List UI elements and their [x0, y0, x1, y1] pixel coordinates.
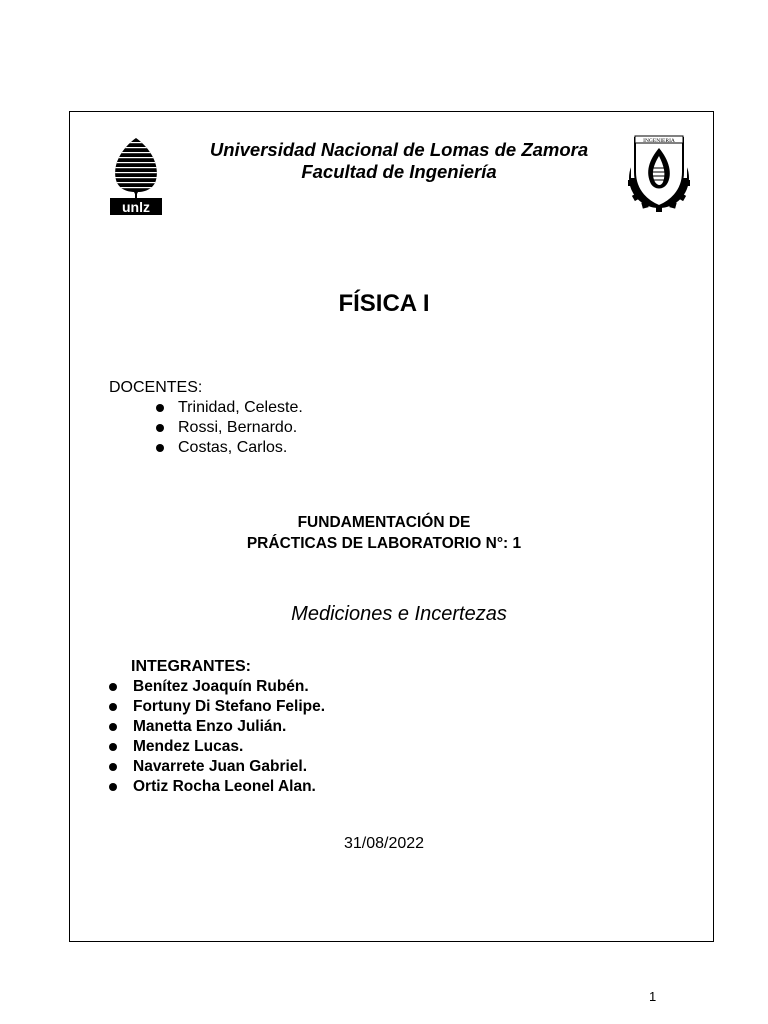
integrantes-list [109, 677, 325, 797]
list-item [109, 717, 325, 737]
bullet-icon [109, 783, 117, 791]
integrante-name: Mendez Lucas. [133, 738, 244, 755]
subject-title: FÍSICA I [338, 290, 430, 317]
bullet-icon [156, 424, 164, 432]
integrante-name: Manetta Enzo Julián. [133, 718, 287, 735]
docentes-heading: DOCENTES: [109, 379, 203, 396]
docente-name: Costas, Carlos. [178, 439, 288, 456]
faculty-name: Facultad de Ingeniería [301, 161, 497, 182]
docente-name: Trinidad, Celeste. [178, 399, 303, 416]
list-item [109, 757, 325, 777]
list-item [156, 418, 303, 438]
integrante-name: Fortuny Di Stefano Felipe. [133, 698, 326, 715]
list-item [109, 737, 325, 757]
list-item [156, 398, 303, 418]
docente-name: Rossi, Bernardo. [178, 419, 298, 436]
ingenieria-logo-text: INGENIERIA [643, 138, 675, 144]
docentes-list [156, 398, 303, 458]
integrante-name: Navarrete Juan Gabriel. [133, 758, 308, 775]
fundamentacion-line1: FUNDAMENTACIÓN DE [297, 514, 471, 531]
bullet-icon [156, 404, 164, 412]
integrantes-heading: INTEGRANTES: [131, 658, 251, 675]
list-item [109, 697, 325, 717]
integrante-name: Ortiz Rocha Leonel Alan. [133, 778, 316, 795]
bullet-icon [109, 723, 117, 731]
university-name: Universidad Nacional de Lomas de Zamora [209, 139, 589, 160]
bullet-icon [156, 444, 164, 452]
bullet-icon [109, 763, 117, 771]
document-date: 31/08/2022 [343, 835, 425, 852]
bullet-icon [109, 703, 117, 711]
list-item [156, 438, 303, 458]
page-number: 1 [649, 989, 657, 1004]
fundamentacion-line2: PRÁCTICAS DE LABORATORIO N°: 1 [246, 535, 522, 552]
integrante-name: Benítez Joaquín Rubén. [133, 678, 309, 695]
topic-title: Mediciones e Incertezas [291, 603, 507, 625]
bullet-icon [109, 743, 117, 751]
list-item [109, 777, 325, 797]
bullet-icon [109, 683, 117, 691]
unlz-logo-text: unlz [122, 199, 150, 215]
list-item [109, 677, 325, 697]
